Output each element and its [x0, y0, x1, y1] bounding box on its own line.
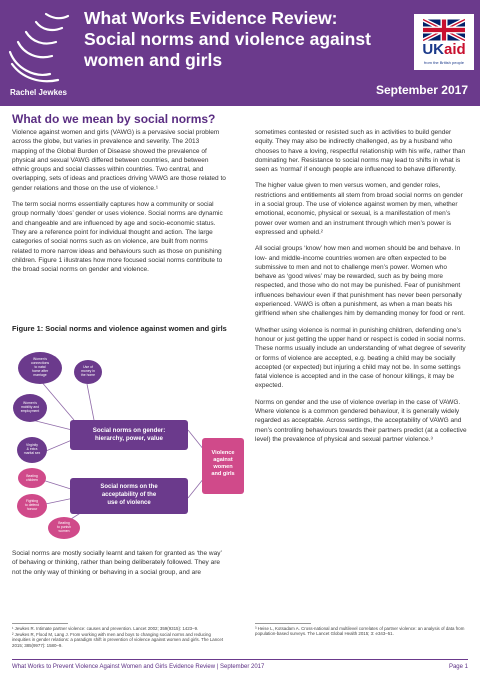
footer-divider	[12, 659, 468, 660]
footnote-2: ² Jewkes R, Flood M, Lang J. From working with men and boys to changing social norms and reducing inequities in gender relations: a paradigm shift in prevention of violence against women and girls. The Lancet 2015; 385(9977): 1580–9.	[12, 632, 224, 648]
bubble-beating-children	[18, 468, 46, 488]
bubble-connections-text: Women's connections to natal home after marriage	[30, 357, 50, 377]
ukaid-subtitle: from the British people	[423, 60, 465, 65]
what-works-logo-icon	[6, 8, 72, 84]
header-banner	[0, 0, 480, 106]
bubble-beating-women-text: Beating to punish women	[57, 521, 71, 533]
union-jack-icon	[423, 18, 465, 42]
box-gender-norms	[70, 420, 188, 450]
bubble-virginity	[17, 437, 47, 463]
right-paragraph-4: Whether using violence is normal in punishing children, defending one’s honour or just getting the upper hand or respect is coded in social norms. These norms usually include an understanding of what degree of severity or forms of violence are accepted, e.g. beating a child may be socially accepted (or expected) but injuring a child may not be. In some settings fatal violence is accepted and in the case of honour killings, it may be expected.	[255, 326, 466, 390]
left-paragraph-3: Social norms are mostly socially learnt and taken for granted as ‘the way’ of behaving or thinking, rather than being deliberately followed. They are not the only way of thinking or behaving in a social group, and are	[12, 550, 222, 576]
footnote-3: ³ Heise L, Kotsadam A. Cross-national and multilevel correlates of partner violence: an analysis of data from population-based surveys. The Lancet Global Health 2015; 3: e343–51.	[255, 626, 465, 637]
bubble-beating-women	[48, 517, 80, 539]
bubble-beating-children-text: Beating children	[26, 474, 38, 482]
bubble-fighting	[17, 494, 47, 518]
right-column	[255, 128, 469, 451]
box-violence-norms-text: Social norms on the acceptability of the use of violence	[100, 484, 158, 506]
bubble-mobility	[13, 394, 47, 422]
right-paragraph-5: Norms on gender and the use of violence overlap in the case of VAWG. Where violence is a common gendered behaviour, it is generally widely regarded as acceptable. Across settings, the acceptability of VAWG and men’s controlling behaviours towards their partners predict (at a collective level) the prevalence of physical and sexual partner violence.³	[255, 398, 467, 443]
bubble-fighting-text: Fighting to defend honour	[24, 499, 40, 511]
title-line-1: What Works Evidence Review:	[84, 8, 338, 28]
bubble-money	[74, 360, 102, 384]
left-paragraph-1: Violence against women and girls (VAWG) is a pervasive social problem across the globe, but varies in prevalence and severity. The 2013 mapping of the Global Burden of Disease showed the prevalence of physical and sexual VAWG differed between countries, and between ethnic groups and social classes within countries. Two central, and overlapping, sets of ideas and practices driving VAWG are those related to gender relations and those on the use of violence.¹	[12, 129, 226, 192]
ukaid-wordmark	[414, 41, 474, 58]
box-vawg-text: Violence against women and girls	[211, 450, 235, 477]
right-paragraph-2: The higher value given to men versus women, and gender roles, restrictions and entitlements all stem from broad social norms on gender in a social group. The use of violence against women by men, whether emotional, economic, physical or sexual, is a manifestation of men’s power over women and an instrument through which men’s power is expressed and upheld.²	[255, 182, 463, 236]
box-vawg	[202, 438, 244, 494]
title-line-2: Social norms and violence against	[84, 29, 371, 49]
footnote-1: ¹ Jewkes R. Intimate partner violence: causes and prevention. Lancet 2002; 359(9315): 1423–9.	[12, 626, 199, 631]
figure-title: Figure 1: Social norms and violence against women and girls	[12, 324, 227, 333]
right-paragraph-1: sometimes contested or resisted such as in activities to build gender equity. They may also be indirectly challenged, as by a husband who chooses to have a loving, respectful relationship with his wife, rather than dominating her. Resistance to social norms may lead to shifts in what is seen as ‘normal’ if enough people are influenced to behave differently.	[255, 129, 466, 174]
box-violence-norms	[70, 478, 188, 514]
footnote-divider-left	[12, 623, 68, 624]
bubble-virginity-text: Virginity & extra marital sex	[23, 443, 41, 455]
ukaid-uk: UK	[422, 41, 444, 58]
bubble-money-text: Use of money in the home	[80, 365, 96, 377]
footer-title: What Works to Prevent Violence Against Women and Girls Evidence Review | September 2017	[12, 664, 265, 670]
right-paragraph-3: All social groups ‘know’ how men and women should be and behave. In low- and middle-income countries women are often expected to be submissive to men and not to challenge men’s power. Women who behave as ‘good wives’ may be rewarded, such as by being more respected, and those who do not may be punished. Fear of punishment influences behaviour even if that punishment has never been personally experienced. VAWG is often a punishment, as when a man beats his girlfriend when she challenges him by demanding money for food or rent.	[255, 245, 465, 318]
publication-date: September 2017	[375, 83, 468, 97]
page-number: Page 1	[448, 664, 468, 670]
left-paragraph-2: The term social norms essentially captures how a community or social group normally ‘does’ gender or uses violence. Social norms are dynamic and changeable and are influenced by age and socio-economic status. They are a reference point for individual thought and action. The large categories of social norms such as on violence, are built from norms related to more narrow ideas and behaviours such as those on punishing children. Figure 1 illustrates how more focused social norms contribute to the broad social norms on gender and violence.	[12, 201, 223, 274]
title-line-3: women and girls	[84, 50, 223, 70]
ukaid-logo	[414, 14, 474, 70]
left-column	[12, 128, 226, 281]
figure-diagram	[12, 350, 244, 540]
box-gender-norms-text: Social norms on gender: hierarchy, power, value	[92, 427, 166, 442]
ukaid-aid: aid	[443, 41, 466, 58]
section-heading: What do we mean by social norms?	[12, 112, 216, 126]
footnote-divider-right	[255, 623, 311, 624]
bubble-mobility-text: Women's mobility and employment	[20, 401, 40, 413]
author-name: Rachel Jewkes	[10, 88, 67, 97]
bubble-connections	[18, 352, 62, 384]
page-title	[84, 8, 404, 71]
